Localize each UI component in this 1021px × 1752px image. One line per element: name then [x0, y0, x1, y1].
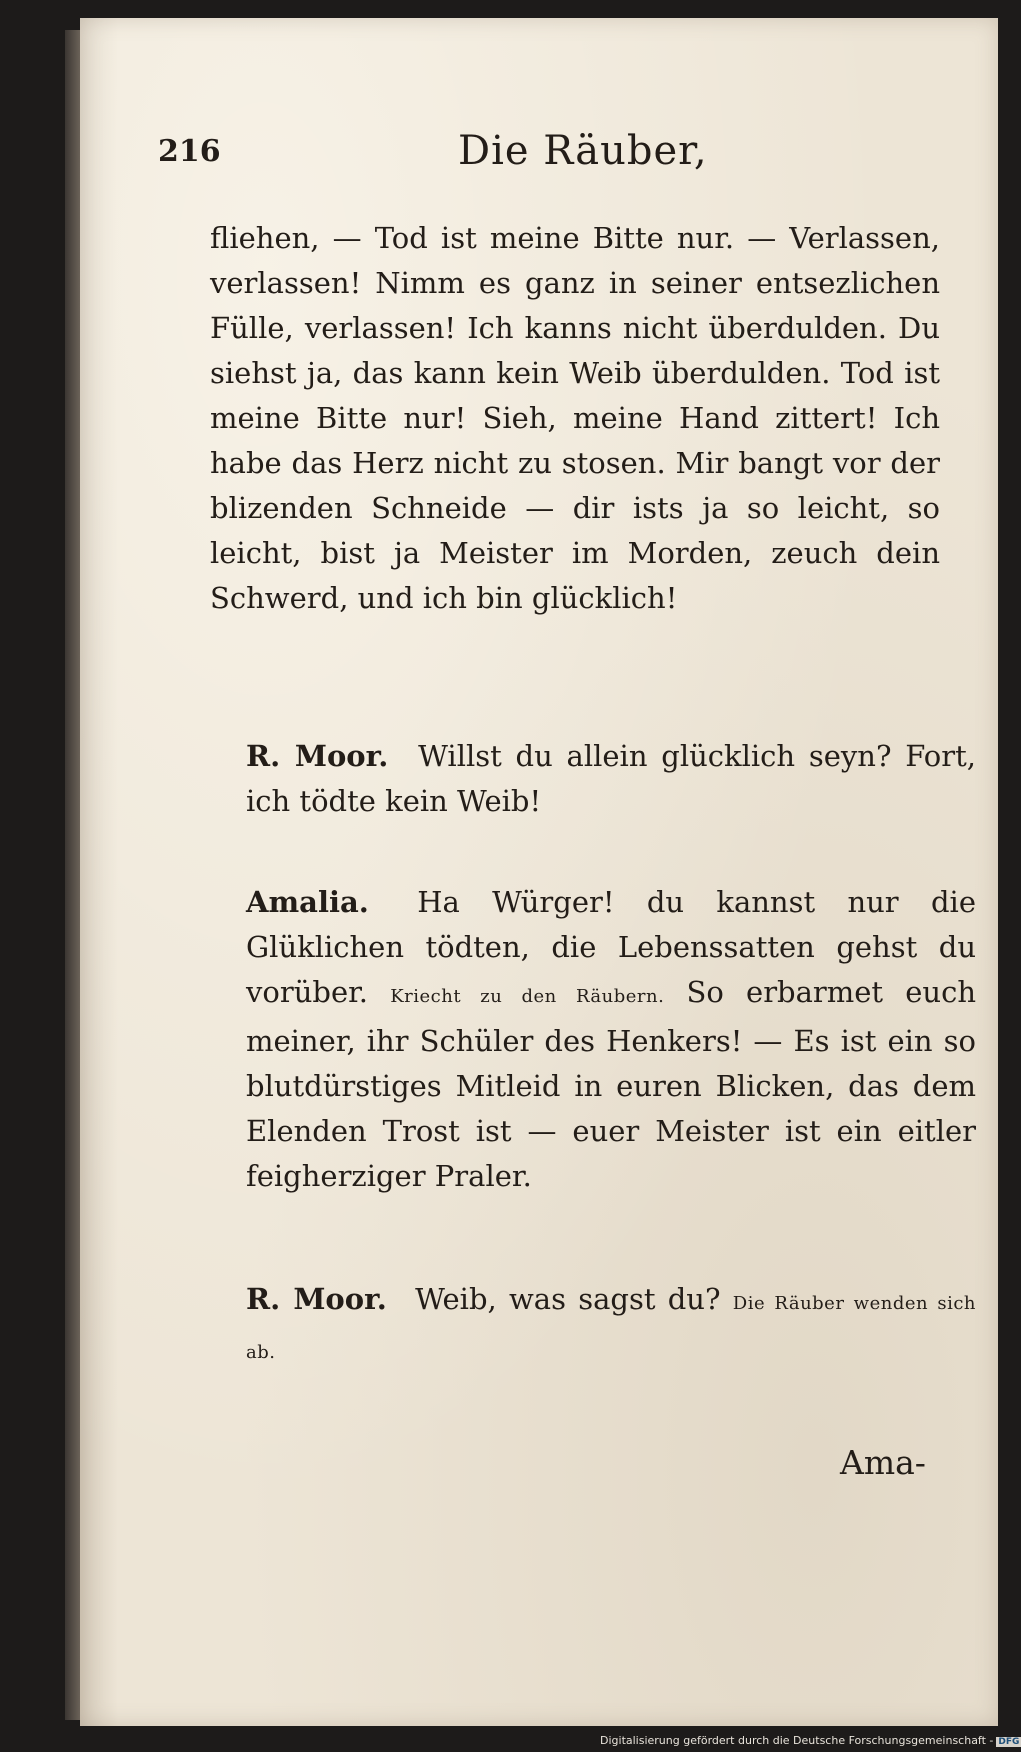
speech-text: Willst du allein glücklich seyn? Fort, ich tödte kein Weib! [246, 739, 976, 818]
speech-amalia [210, 880, 976, 1199]
stage-direction: Kriecht zu den Räubern. [390, 986, 665, 1007]
footer-text: Digitalisierung gefördert durch die Deutsche Forschungsgemeinschaft - [600, 1734, 994, 1747]
running-title: Die Räuber, [458, 128, 708, 174]
running-head [158, 128, 948, 188]
digitization-footer [600, 1734, 1021, 1747]
speaker-name: R. Moor. [246, 739, 389, 773]
speaker-name: Amalia. [246, 885, 369, 919]
paragraph-text: fliehen, — Tod ist meine Bitte nur. — Verlassen, verlassen! Nimm es ganz in seiner entsezlichen Fülle, verlassen! Ich kanns nicht überdulden. Du siehst ja, das kann kein Weib überdulden. Tod ist meine Bitte nur! Sieh, meine Hand zittert! Ich habe das Herz nicht zu stosen. Mir bangt vor der blizenden Schneide — dir ists ja so leicht, so leicht, bist ja Meister im Morden, zeuch dein Schwerd, und ich bin glücklich! [210, 221, 940, 615]
speech-r-moor-2 [210, 1277, 976, 1375]
stage-direction: Die Räuber wenden sich ab. [246, 1293, 977, 1363]
dfg-logo: DFG [998, 1737, 1020, 1747]
speech-text: Weib, was sagst du? [415, 1282, 721, 1316]
speech-text-continued: So erbarmet euch meiner, ihr Schüler des Henkers! — Es ist ein so blutdürstiges Mitleid in euren Blicken, das dem Elenden Trost ist — euer Meister ist ein eitler feigherziger Praler. [246, 975, 977, 1193]
speech-r-moor-1 [210, 734, 976, 824]
speech-text: Ha Würger! du kannst nur die Glüklichen tödten, die Lebenssatten gehst du vorüber. [246, 885, 976, 1009]
page-number: 216 [158, 134, 221, 169]
text-paragraph-continuation [210, 216, 940, 621]
speaker-name: R. Moor. [246, 1282, 387, 1316]
catchword: Ama- [840, 1443, 926, 1482]
page-edge-shadow [65, 30, 81, 1720]
